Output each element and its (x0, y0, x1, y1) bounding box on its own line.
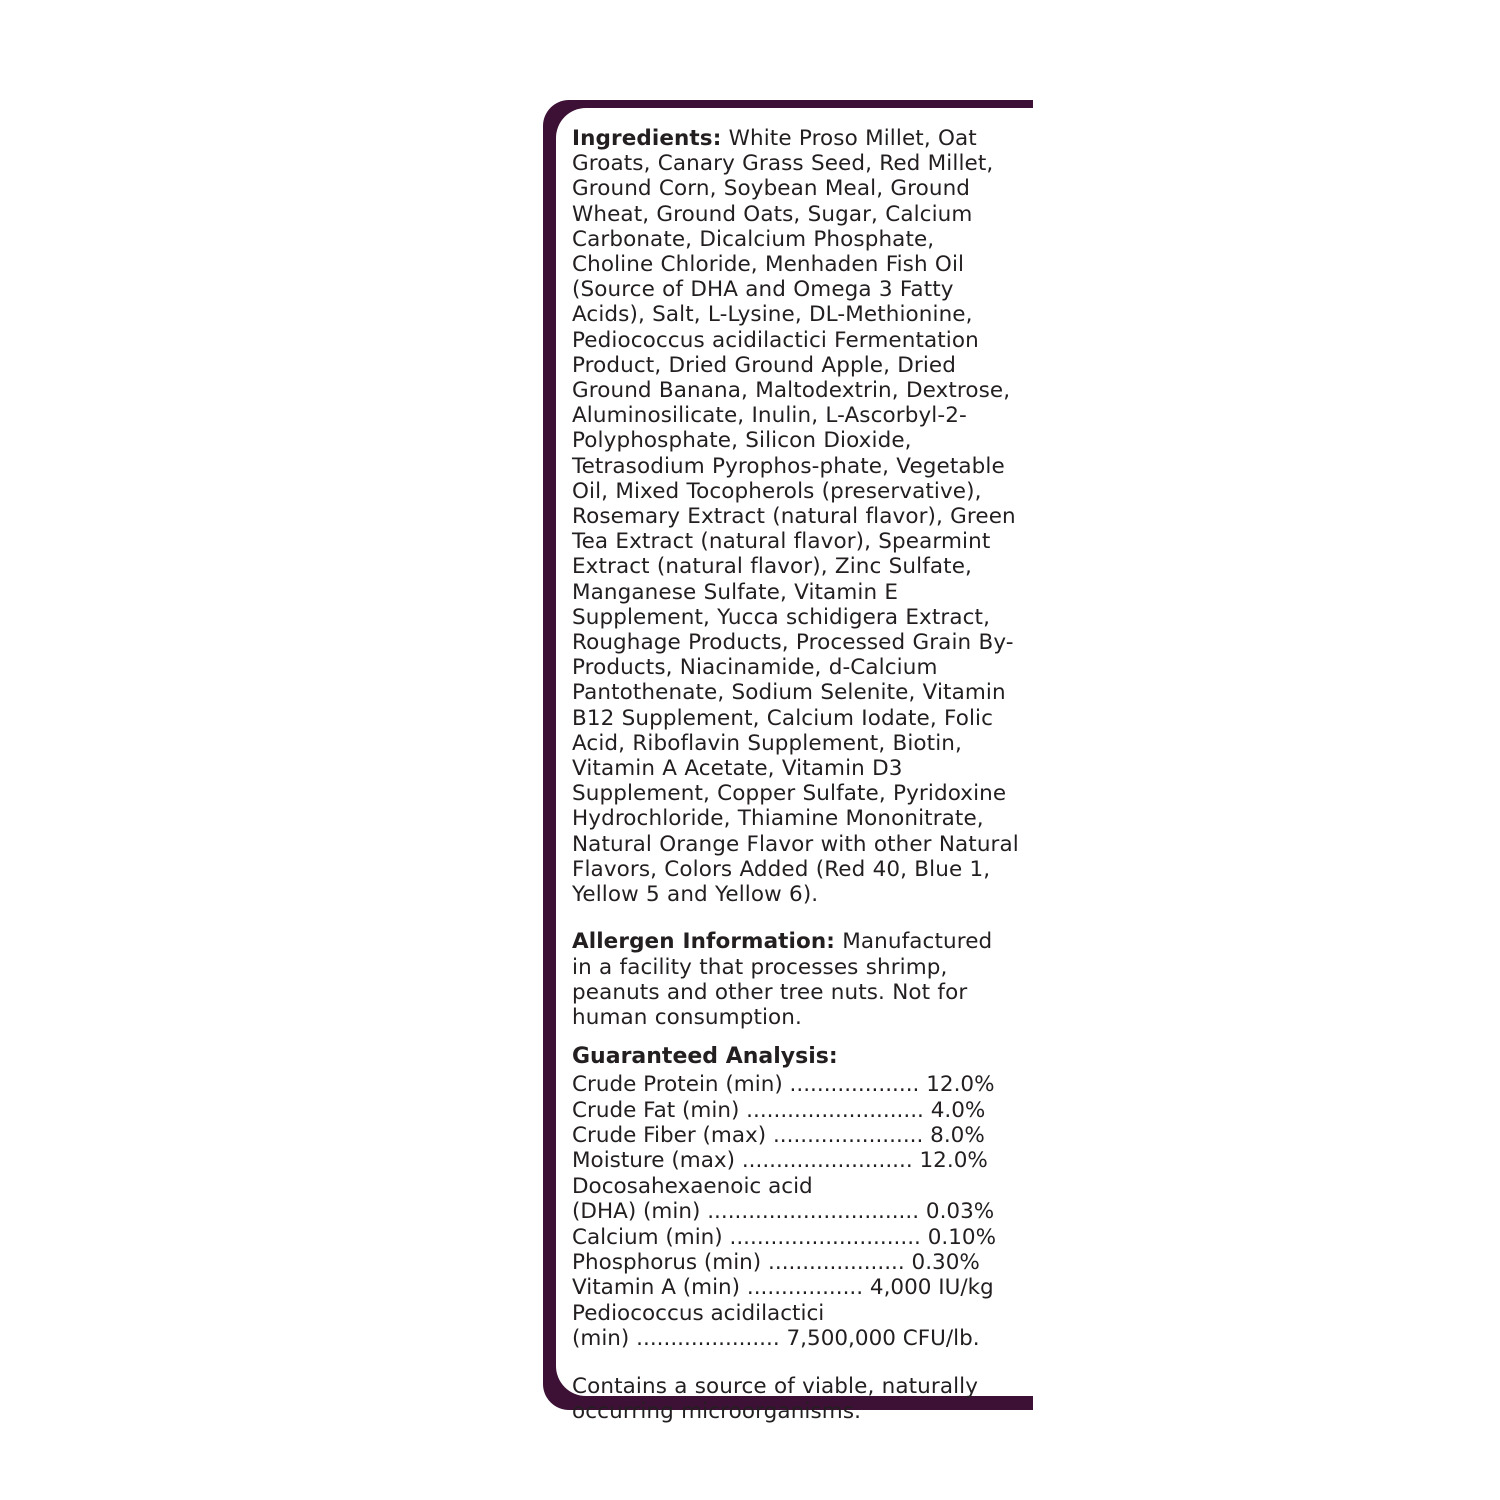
guaranteed-analysis-row: Moisture (max) ......................... 12.0% (572, 1148, 988, 1174)
guaranteed-analysis-row: Crude Protein (min) ................... 12.0% (572, 1072, 995, 1098)
spacer-after-ingredients (572, 907, 1020, 929)
guaranteed-analysis-row: (min) ..................... 7,500,000 CFU/lb. (572, 1326, 980, 1352)
guaranteed-analysis-heading: Guaranteed Analysis: (572, 1044, 838, 1070)
guaranteed-analysis-row: Docosahexaenoic acid (572, 1173, 813, 1199)
guaranteed-analysis-row: Pediococcus acidilactici (572, 1300, 825, 1326)
guaranteed-analysis-row: Calcium (min) ............................ 0.10% (572, 1224, 997, 1250)
ingredients-text: White Proso Millet, Oat Groats, Canary Grass Seed, Red Millet, Ground Corn, Soybean Meal, Ground Wheat, Ground Oats, Sugar, Calcium Carbonate, Dicalcium Phosphate, Choline Chloride, Menhaden Fish Oil (Source of DHA and Omega 3 Fatty Acids), Salt, L-Lysine, DL-Methionine, Pediococcus acidilactici Fermentation Product, Dried Ground Apple, Dried Ground Banana, Maltodextrin, Dextrose, Aluminosilicate, Inulin, L-Ascorbyl-2-Polyphosphate, Silicon Dioxide, Tetrasodium Pyrophos-phate, Vegetable Oil, Mixed Tocopherols (preservative), Rosemary Extract (natural flavor), Green Tea Extract (natural flavor), Spearmint Extract (natural flavor), Zinc Sulfate, Manganese Sulfate, Vitamin E Supplement, Yucca schidigera Extract, Roughage Products, Processed Grain By-Products, Niacinamide, d-Calcium Pantothenate, Sodium Selenite, Vitamin B12 Supplement, Calcium Iodate, Folic Acid, Riboflavin Supplement, Biotin, Vitamin A Acetate, Vitamin D3 Supplement, Copper Sulfate, Pyridoxine Hydrochloride, Thiamine Mononitrate, Natural Orange Flavor with other Natural Flavors, Colors Added (Red 40, Blue 1, Yellow 5 and Yellow 6). (572, 126, 1019, 908)
guaranteed-analysis-row: (DHA) (min) ............................... 0.03% (572, 1199, 995, 1225)
guaranteed-analysis-row: Crude Fiber (max) ...................... 8.0% (572, 1122, 985, 1148)
allergen-paragraph (572, 929, 1015, 1030)
ingredients-heading: Ingredients: (572, 126, 722, 151)
guaranteed-analysis-row: Crude Fat (min) .......................... 4.0% (572, 1097, 986, 1123)
label-content (572, 126, 1020, 1424)
guaranteed-analysis-list (572, 1072, 1020, 1351)
ingredients-paragraph (572, 126, 1020, 907)
guaranteed-analysis-row: Phosphorus (min) .................... 0.30% (572, 1249, 980, 1275)
footer-paragraph: Contains a source of viable, naturally occurring microorganisms. (572, 1373, 979, 1424)
guaranteed-analysis-row: Vitamin A (min) ................. 4,000 IU/kg (572, 1275, 994, 1301)
allergen-text: Manufactured in a facility that processes shrimp, peanuts and other tree nuts. Not for human consumption. (572, 929, 993, 1030)
spacer-after-analysis (572, 1352, 1020, 1374)
allergen-heading: Allergen Information: (572, 929, 835, 955)
spacer-after-allergen (572, 1030, 1020, 1044)
